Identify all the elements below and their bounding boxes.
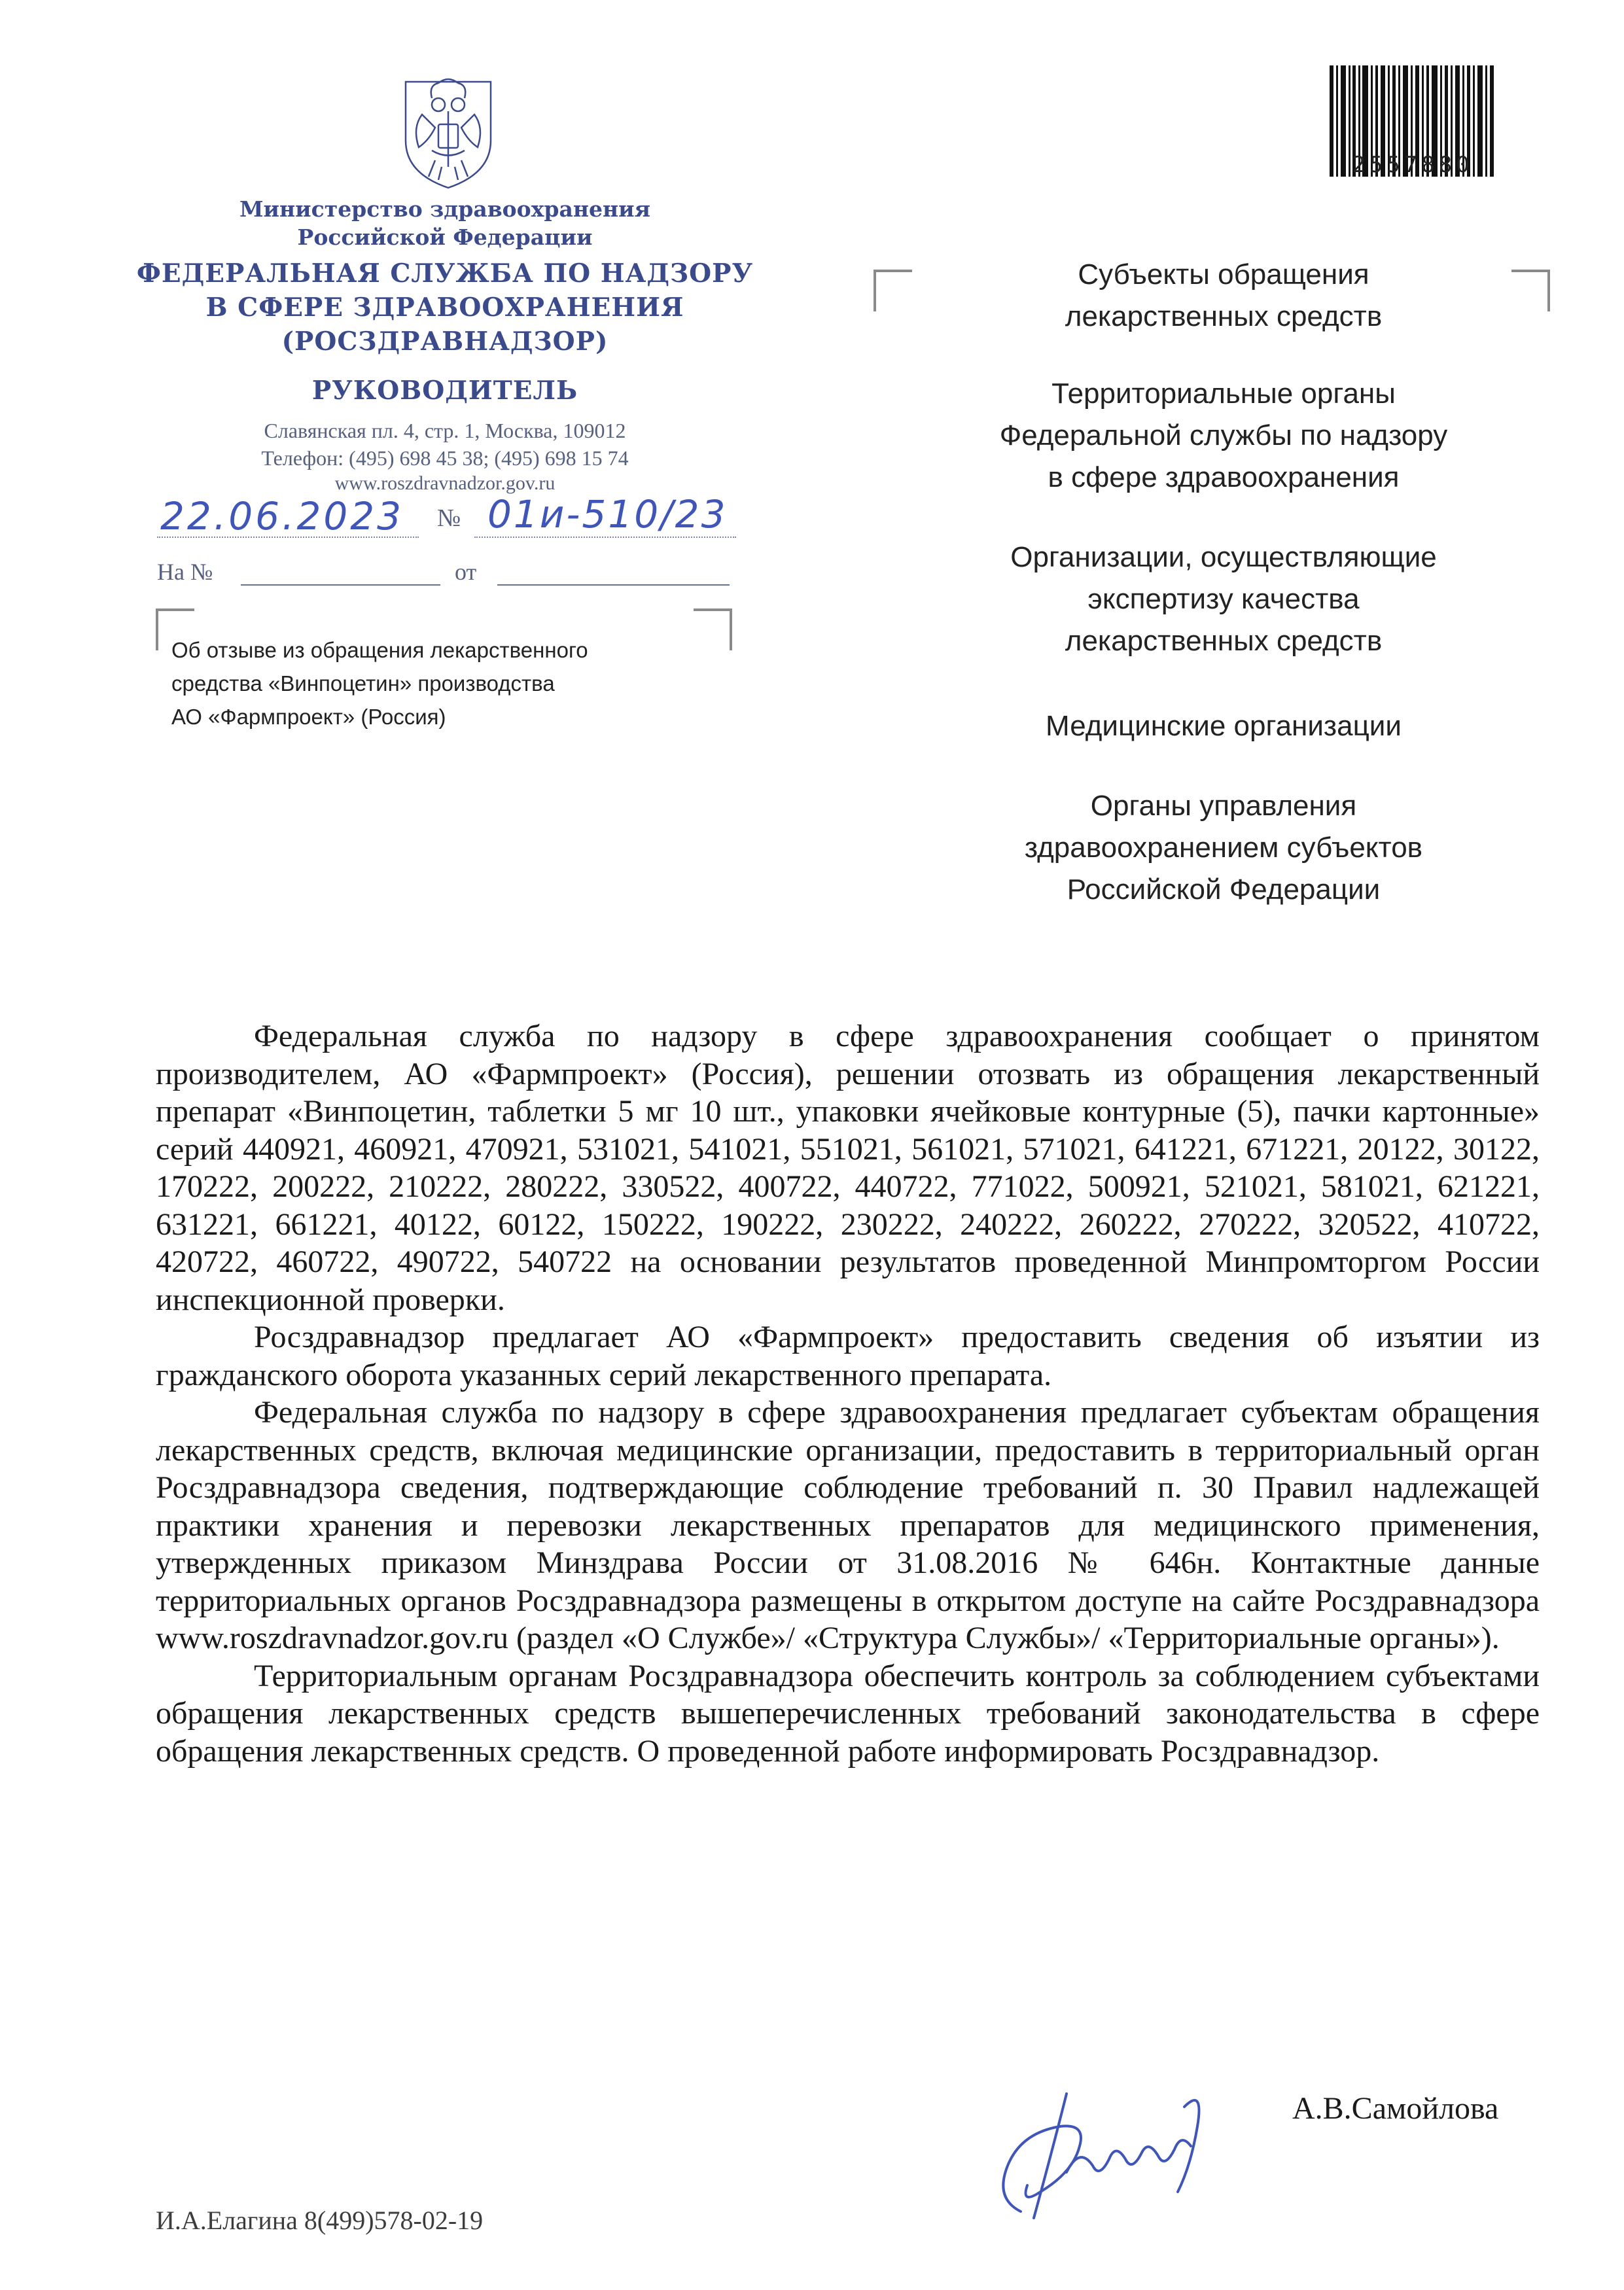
addressee-block (909, 785, 1538, 911)
letter-body (156, 1017, 1540, 1770)
body-paragraph: Росздравнадзор предлагает АО «Фармпроект» предоставить сведения об изъятии из гражданского оборота указанных серий лекарственного препарата. (156, 1320, 1540, 1392)
addressee-block (909, 254, 1538, 338)
addressee-line: лекарственных средств (1065, 625, 1383, 657)
barcode-number: 2557880 (1352, 152, 1474, 178)
reference-number-label: На № (157, 559, 213, 585)
service-name-line-1: ФЕДЕРАЛЬНАЯ СЛУЖБА ПО НАДЗОРУ (136, 258, 754, 289)
addressee-block (909, 705, 1538, 747)
phone-numbers: Телефон: (495) 698 45 38; (495) 698 15 74 (261, 446, 629, 470)
website-link[interactable]: www.roszdravnadzor.gov.ru (334, 472, 556, 494)
body-paragraph: Федеральная служба по надзору в сфере здравоохранения предлагает субъектам обращения лекарственных средств, включая медицинские организации, предоставить в территориальный орган Росздравнадзора сведения, подтверждающие соблюдение требований п. 30 Правил надлежащей практики хранения и перевозки лекарственных препаратов для медицинского применения, утвержденных приказом Минздрава России от 31.08.2016 № 646н. Контактные данные территориальных органов Росздравнадзора размещены в открытом доступе на сайте Росздравнадзора www.roszdravnadzor.gov.ru (раздел «О Службе»/ «Структура Службы»/ «Территориальные органы»). (156, 1395, 1540, 1655)
addressee-block (909, 373, 1538, 499)
addressee-corner-left (874, 270, 912, 311)
addressee-line: в сфере здравоохранения (1048, 461, 1400, 493)
date-underline (157, 537, 419, 538)
subject-line: Об отзыве из обращения лекарственного (171, 638, 588, 662)
addressee-line: Федеральной службы по надзору (999, 419, 1448, 451)
coat-of-arms-emblem (393, 69, 504, 193)
reference-date-blank (497, 584, 730, 586)
reference-date-label: от (455, 559, 477, 585)
body-paragraph: Территориальным органам Росздравнадзора обеспечить контроль за соблюдением субъектами обращения лекарственных средств вышеперечисленных требований законодательства в сфере обращения лекарственных средств. О проведенной работе информировать Росздравнадзор. (156, 1658, 1540, 1769)
registration-number: 01и-510/23 (487, 492, 728, 537)
registration-number-label: № (437, 504, 461, 532)
head-title: РУКОВОДИТЕЛЬ (311, 376, 578, 406)
subject-line: АО «Фармпроект» (Россия) (171, 705, 446, 729)
ministry-name-line-2: Российской Федерации (297, 224, 593, 250)
barcode-image (1328, 39, 1498, 203)
signer-name: А.В.Самойлова (1292, 2091, 1499, 2126)
number-underline (474, 537, 736, 538)
reference-number-blank (241, 584, 440, 586)
addressee-line: Организации, осуществляющие (1010, 541, 1437, 573)
addressee-line: Органы управления (1090, 790, 1357, 822)
service-name-line-3: (РОСЗДРАВНАДЗОР) (281, 326, 609, 357)
service-name-line-2: В СФЕРЕ ЗДРАВООХРАНЕНИЯ (205, 292, 684, 323)
subject-line: средства «Винпоцетин» производства (171, 671, 555, 696)
addressee-block (909, 537, 1538, 662)
addressee-line: экспертизу качества (1087, 583, 1360, 615)
letter-subject (171, 633, 708, 733)
body-paragraph: Федеральная служба по надзору в сфере здравоохранения сообщает о принятом производителем, АО «Фармпроект» (Россия), решении отозвать из обращения лекарственный препарат «Винпоцетин, таблетки 5 мг 10 шт., упаковки ячейковые контурные (5), пачки картонные» серий 440921, 460921, 470921, 531021, 541021, 551021, 561021, 571021, 641221, 671221, 20122, 30122, 170222, 200222, 210222, 280222, 330522, 400722, 440722, 771022, 500921, 521021, 581021, 621221, 631221, 661221, 40122, 60122, 150222, 190222, 230222, 240222, 260222, 270222, 320522, 410722, 420722, 460722, 490722, 540722 на основании результатов проведенной Минпромторгом России инспекционной проверки. (156, 1019, 1540, 1317)
addressee-line: Медицинские организации (1046, 710, 1402, 742)
handwritten-signature (968, 2068, 1269, 2231)
performer-contact: И.А.Елагина 8(499)578-02-19 (156, 2206, 484, 2235)
addressee-line: Субъекты обращения (1078, 258, 1369, 291)
registration-date: 22.06.2023 (160, 494, 404, 538)
addressee-line: здравоохранением субъектов (1024, 832, 1423, 864)
addressee-line: Территориальные органы (1051, 378, 1396, 410)
postal-address: Славянская пл. 4, стр. 1, Москва, 109012 (264, 419, 626, 442)
addressee-line: Российской Федерации (1067, 873, 1381, 906)
addressee-line: лекарственных средств (1065, 300, 1383, 332)
ministry-name-line-1: Министерство здравоохранения (239, 196, 650, 222)
